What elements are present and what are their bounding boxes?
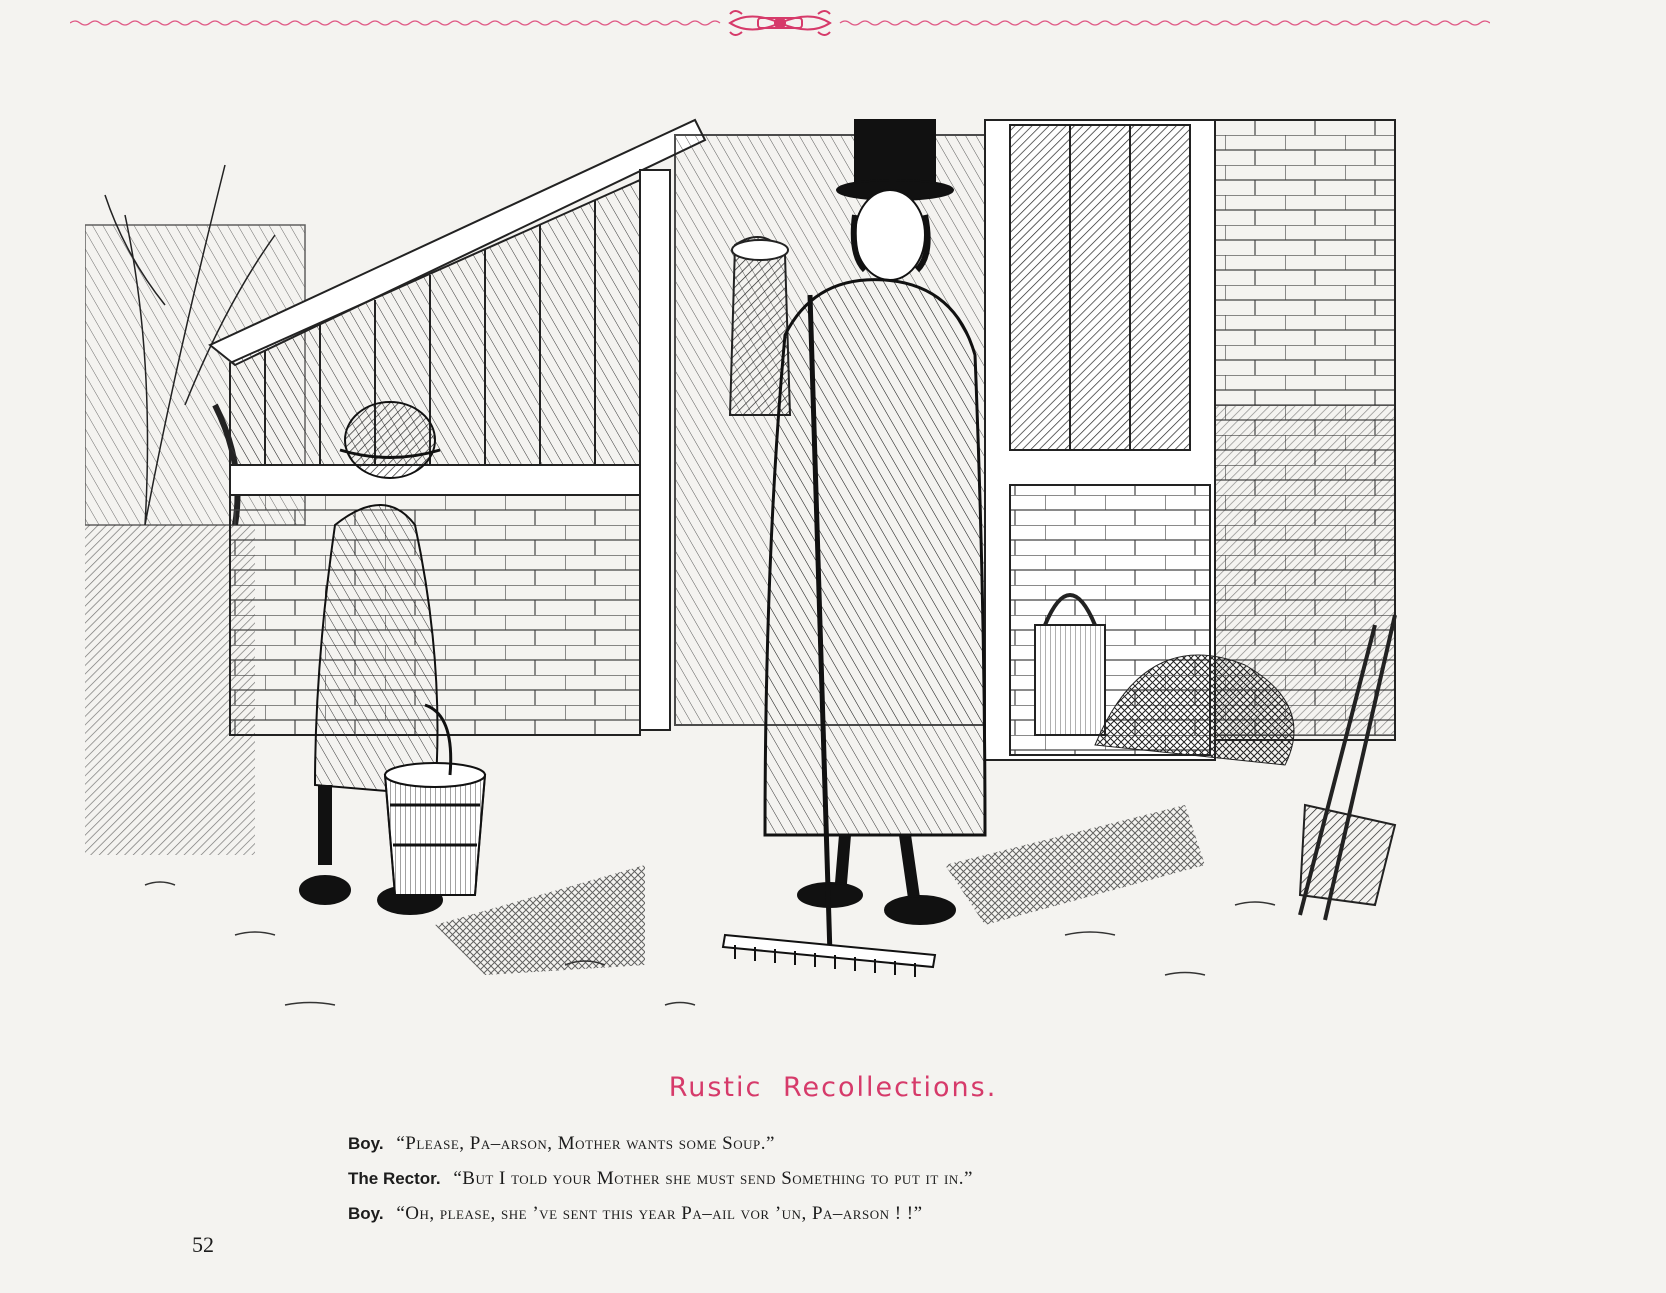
dialogue <box>348 1126 1448 1231</box>
dialogue-line <box>348 1161 1448 1196</box>
dialogue-line <box>348 1126 1448 1161</box>
greenhouse <box>210 120 705 735</box>
ornamental-rule <box>70 8 1490 38</box>
page-number: 52 <box>192 1232 214 1257</box>
engraving-illustration <box>85 105 1485 1035</box>
speaker-label: The Rector. <box>348 1169 441 1188</box>
speech-text: “Please, Pa–arson, Mother wants some Soup.” <box>396 1133 775 1154</box>
speaker-label: Boy. <box>348 1134 384 1153</box>
speech-text: “But I told your Mother she must send Something to put it in.” <box>453 1168 973 1189</box>
speech-text: “Oh, please, she ’ve sent this year Pa–ail vor ’un, Pa–arson ! !” <box>396 1203 923 1224</box>
caption-title: Rustic Recollections. <box>668 1072 998 1103</box>
ornament-icon <box>730 11 830 35</box>
speaker-label: Boy. <box>348 1204 384 1223</box>
dialogue-line <box>348 1196 1448 1231</box>
